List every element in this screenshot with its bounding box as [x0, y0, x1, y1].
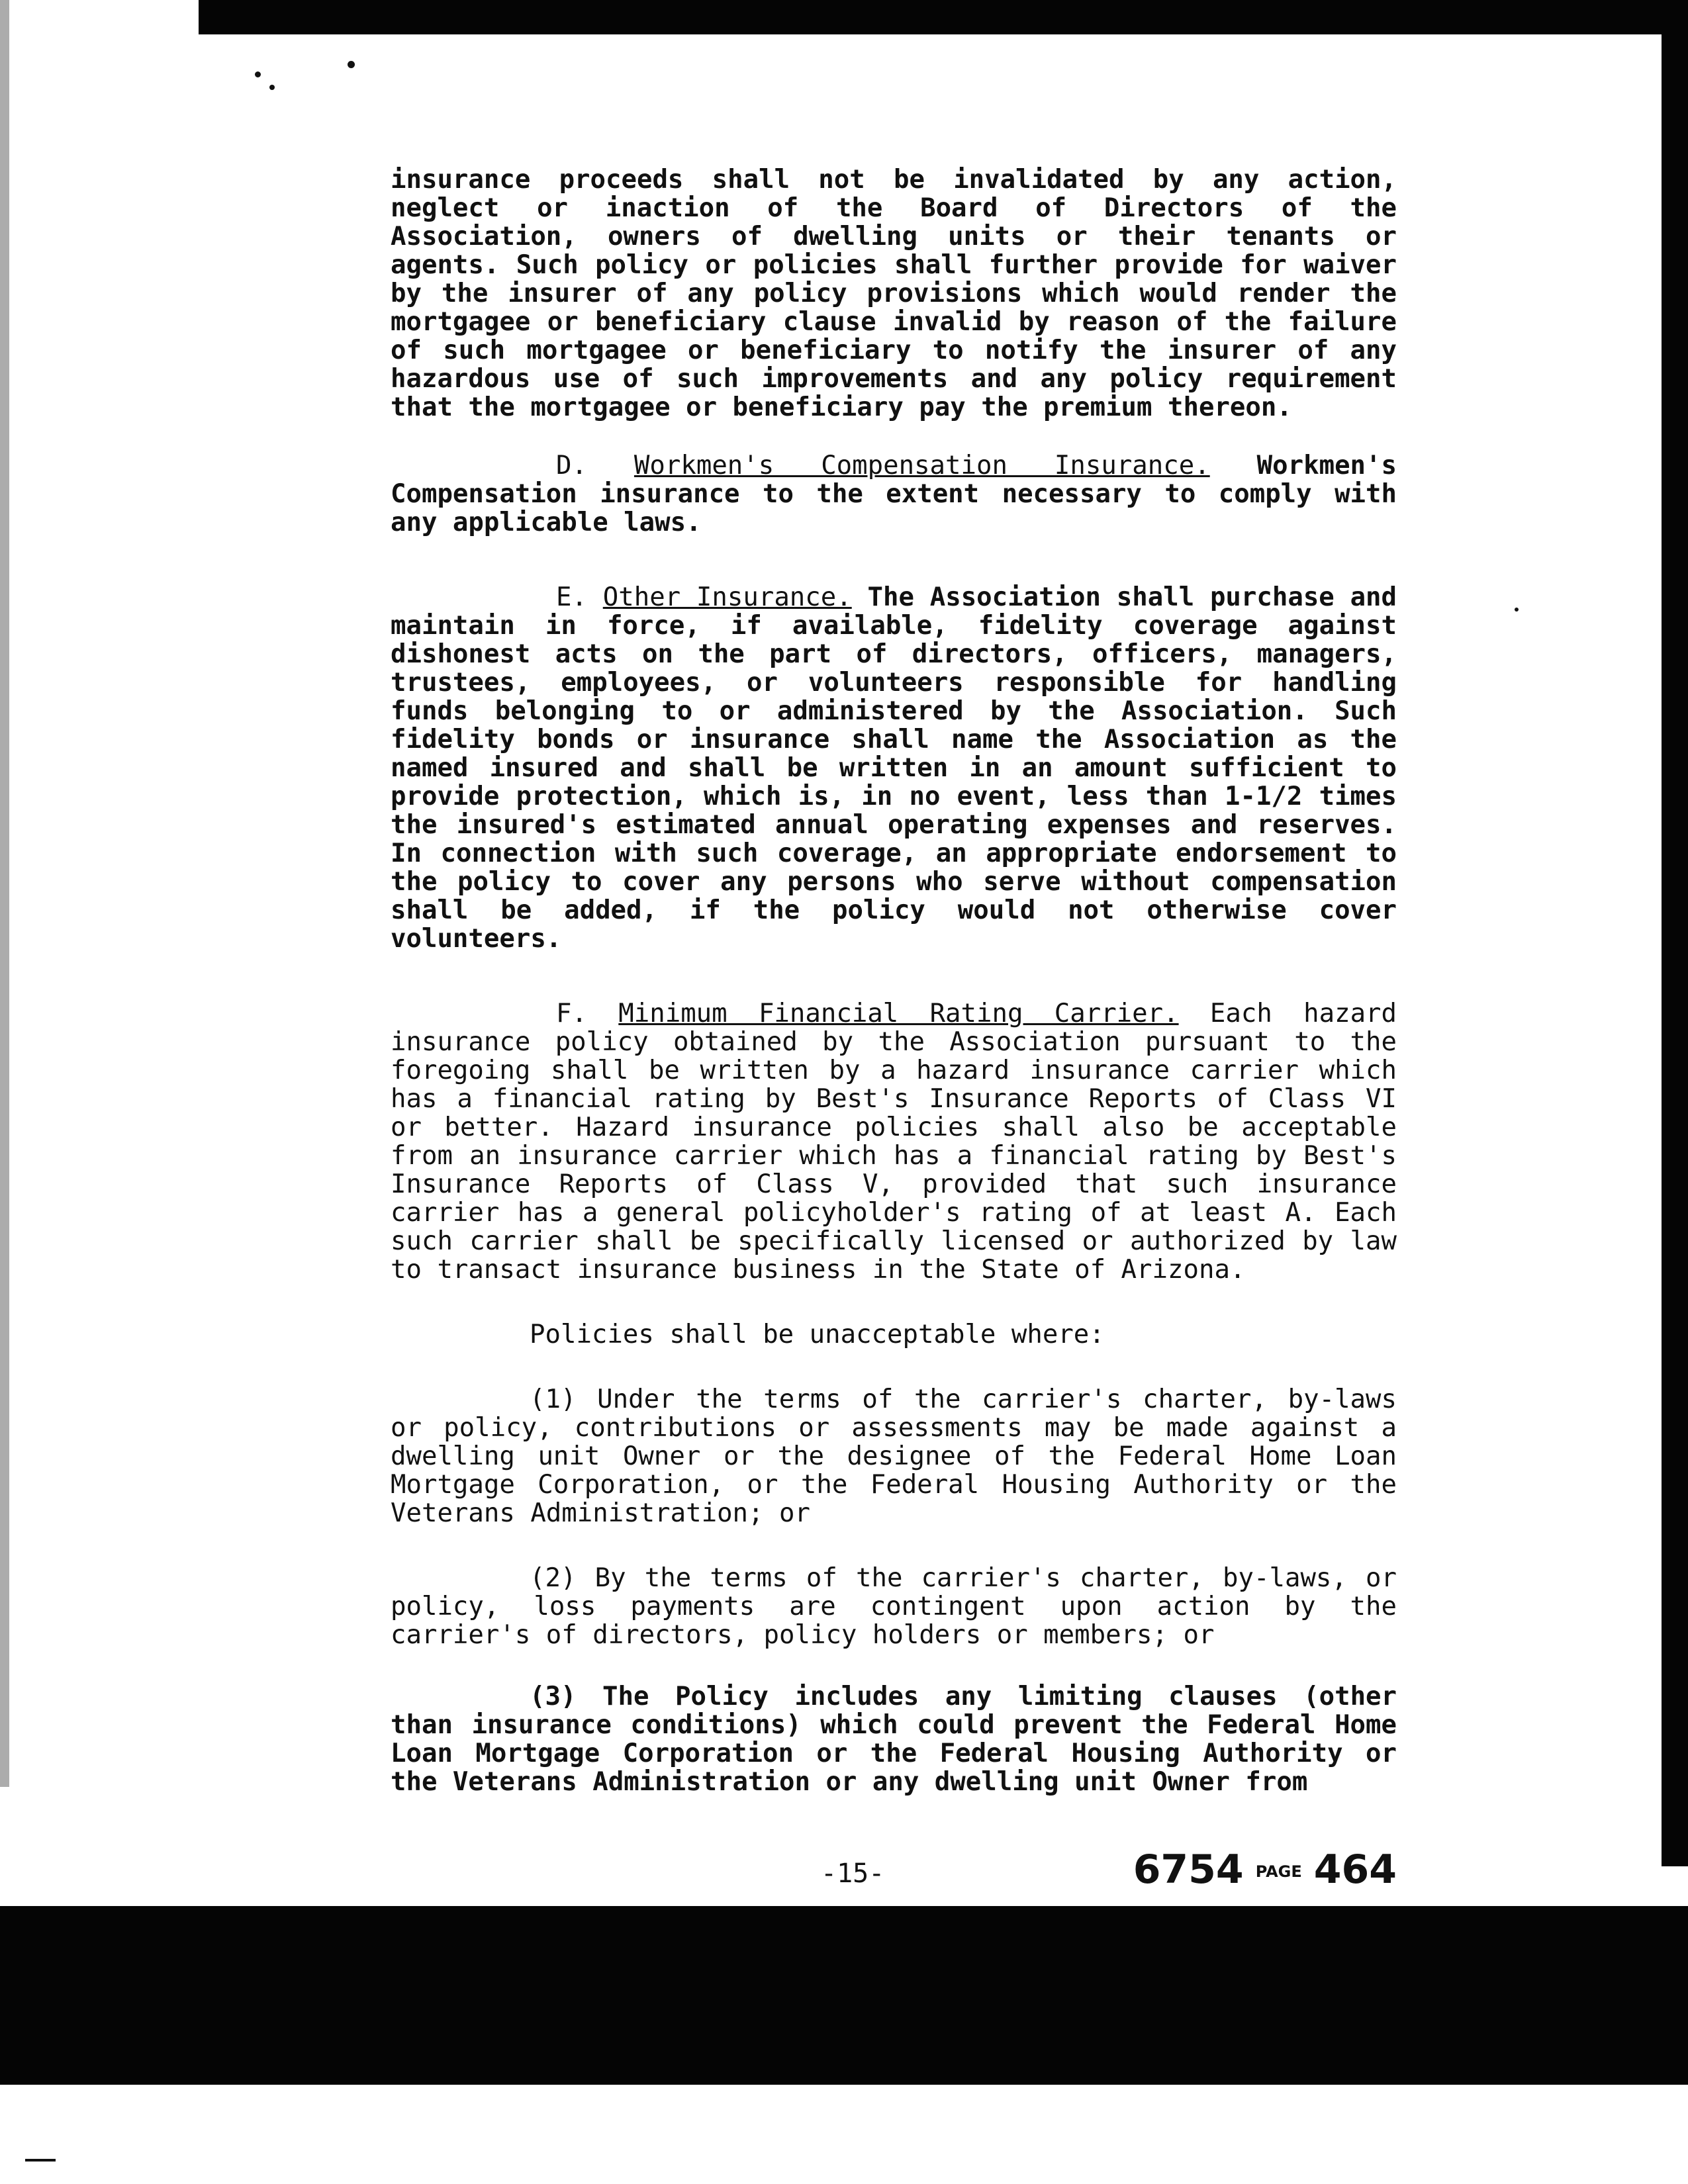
book-number: 6754 [1133, 1846, 1244, 1893]
list-item-text: By the terms of the carrier's charter, by-laws, or policy, loss payments are contingent upon action by the carrier's of directors, policy holders or members; or [391, 1563, 1397, 1650]
scan-border-gap [0, 0, 199, 34]
document-page [391, 165, 1397, 1796]
page-number: -15- [821, 1858, 885, 1889]
section-d [391, 451, 1397, 537]
recording-stamp [1133, 1846, 1397, 1893]
scan-speck [1515, 608, 1519, 612]
unacceptable-lead: Policies shall be unacceptable where: [530, 1320, 1105, 1349]
book-page-number: 464 [1313, 1846, 1397, 1893]
scan-border-top [0, 0, 1688, 34]
scan-speck [255, 71, 261, 77]
scan-border-bottom [0, 1906, 1688, 2085]
list-item [391, 1385, 1397, 1527]
section-f-body: Each hazard insurance policy obtained by the Association pursuant to the foregoing shall be written by a hazard insurance carrier which has a financial rating by Best's Insurance Reports of Class VI or better. Hazard insurance policies shall also be acceptable from an insurance carrier which has a financial rating by Best's Insurance Reports of Class V, provided that such insurance carrier has a general policyholder's rating of at least A. Each such carrier shall be specifically licensed or authorized by law to transact insurance business in the State of Arizona. [391, 999, 1397, 1285]
scan-speck [348, 61, 355, 68]
section-e-letter: E. [556, 582, 587, 612]
list-item [391, 1682, 1397, 1796]
section-e-heading: Other Insurance. [602, 582, 852, 612]
list-item-text: The Policy includes any limiting clauses (other than insurance conditions) which could prevent the Federal Home Loan Mortgage Corporation or the Federal Housing Authority or the Veterans Administration or any dwelling unit Owner from [391, 1682, 1397, 1797]
scan-speck [269, 85, 275, 90]
page-footer [391, 1846, 1397, 1899]
list-item-number: (3) [530, 1682, 577, 1711]
paragraph-c-continued: insurance proceeds shall not be invalidated by any action, neglect or inaction of the Board of Directors of the Association, owners of dwelling units or their tenants or agents. Such policy or policies shall further provide for waiver by the insurer of any policy provisions which would render the mortgagee or beneficiary clause invalid by reason of the failure of such mortgagee or beneficiary to notify the insurer of any hazardous use of such improvements and any policy requirement that the mortgagee or beneficiary pay the premium thereon. [391, 165, 1397, 422]
section-d-letter: D. [556, 451, 587, 480]
scan-border-left [0, 0, 9, 1787]
section-f-letter: F. [556, 999, 587, 1028]
section-f-heading: Minimum Financial Rating Carrier. [618, 999, 1179, 1028]
section-d-heading: Workmen's Compensation Insurance. [633, 451, 1210, 480]
list-item-number: (1) [530, 1385, 577, 1414]
list-item-text: Under the terms of the carrier's charter, by-laws or policy, contributions or assessments may be made against a dwelling unit Owner or the designee of the Federal Home Loan Mortgage Corporation, or the Federal Housing Authority or the Veterans Administration; or [391, 1385, 1397, 1528]
section-f [391, 999, 1397, 1284]
list-item-number: (2) [530, 1563, 577, 1593]
section-d-body: Workmen's Compensation insurance to the extent necessary to comply with any applicable laws. [391, 451, 1397, 537]
list-item [391, 1564, 1397, 1649]
section-e [391, 583, 1397, 953]
section-e-body: The Association shall purchase and maintain in force, if available, fidelity coverage against dishonest acts on the part of directors, officers, managers, trustees, employees, or volunteers responsible for handling funds belonging to or administered by the Association. Such fidelity bonds or insurance shall name the Association as the named insured and shall be written in an amount sufficient to provide protection, which is, in no event, less than 1-1/2 times the insured's estimated annual operating expenses and reserves. In connection with such coverage, an appropriate endorsement to the policy to cover any persons who serve without compensation shall be added, if the policy would not otherwise cover volunteers. [391, 582, 1397, 954]
page-label: PAGE [1255, 1862, 1302, 1882]
scan-border-right [1662, 0, 1688, 1866]
scan-mark [25, 2159, 56, 2161]
